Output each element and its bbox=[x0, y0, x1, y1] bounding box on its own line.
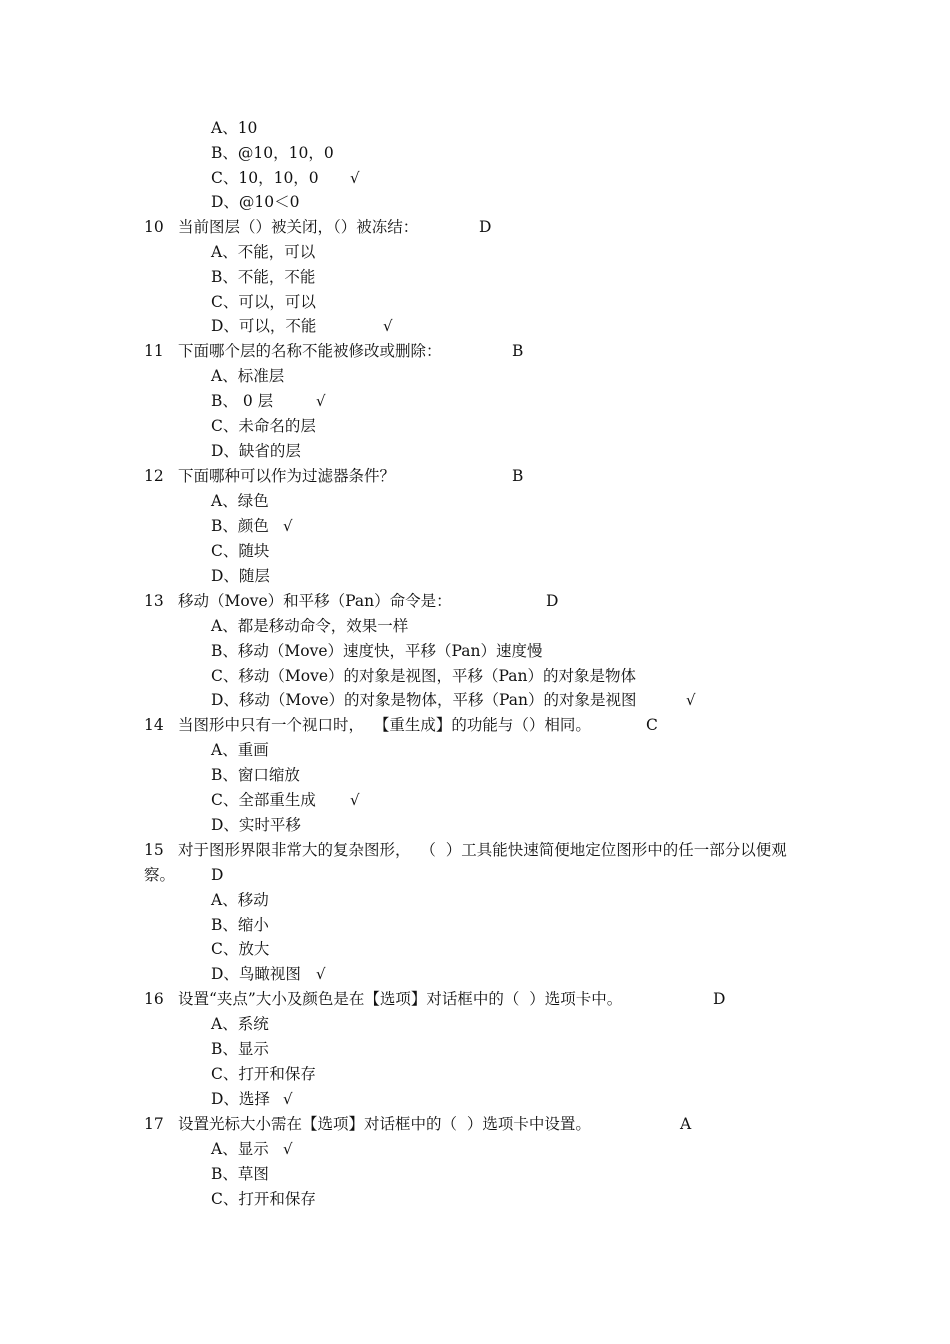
option-line: D、选择 bbox=[211, 1090, 270, 1108]
option-line: B、@10，10，0 bbox=[211, 144, 334, 162]
answer-letter: B bbox=[512, 467, 524, 485]
option-line: B、 0 层 bbox=[211, 392, 274, 410]
option-line: C、可以，可以 bbox=[211, 293, 316, 311]
option-line: A、不能，可以 bbox=[211, 243, 316, 261]
option-line: D、随层 bbox=[211, 567, 270, 585]
answer-letter: D bbox=[546, 592, 559, 610]
check-mark: √ bbox=[283, 1140, 293, 1158]
check-mark: √ bbox=[350, 169, 360, 187]
question-text: 设置光标大小需在【选项】对话框中的（ ）选项卡中设置。 bbox=[178, 1115, 591, 1133]
option-line: B、缩小 bbox=[211, 916, 269, 934]
question-number: 14 bbox=[144, 716, 164, 734]
answer-letter: D bbox=[479, 218, 492, 236]
question-number: 17 bbox=[144, 1115, 164, 1133]
option-line: C、未命名的层 bbox=[211, 417, 316, 435]
check-mark: √ bbox=[283, 517, 293, 535]
question-number: 11 bbox=[144, 342, 164, 360]
option-line: D、可以，不能 bbox=[211, 317, 317, 335]
option-line: B、窗口缩放 bbox=[211, 766, 300, 784]
option-line: B、显示 bbox=[211, 1040, 269, 1058]
question-number: 13 bbox=[144, 592, 164, 610]
question-text: 下面哪个层的名称不能被修改或删除： bbox=[178, 342, 442, 360]
question-text: 当前图层（）被关闭，（）被冻结： bbox=[178, 218, 419, 236]
answer-letter: B bbox=[512, 342, 524, 360]
check-mark: √ bbox=[283, 1090, 293, 1108]
question-text: 移动（Move）和平移（Pan）命令是： bbox=[178, 592, 452, 610]
option-line: C、移动（Move）的对象是视图，平移（Pan）的对象是物体 bbox=[211, 667, 636, 685]
option-line: D、实时平移 bbox=[211, 816, 301, 834]
option-line: B、草图 bbox=[211, 1165, 269, 1183]
option-line: C、全部重生成 bbox=[211, 791, 316, 809]
answer-letter: D bbox=[713, 990, 726, 1008]
option-line: A、标准层 bbox=[211, 367, 285, 385]
check-mark: √ bbox=[686, 691, 696, 709]
question-text: 当图形中只有一个视口时， 【重生成】的功能与（）相同。 bbox=[178, 716, 591, 734]
answer-letter: D bbox=[211, 866, 224, 884]
option-line: B、不能，不能 bbox=[211, 268, 316, 286]
option-line: D、@10＜0 bbox=[211, 193, 300, 211]
question-text: 下面哪种可以作为过滤器条件？ bbox=[178, 467, 396, 485]
option-line: C、放大 bbox=[211, 940, 270, 958]
question-number: 12 bbox=[144, 467, 164, 485]
answer-letter: C bbox=[646, 716, 658, 734]
option-line: D、鸟瞰视图 bbox=[211, 965, 301, 983]
option-line: B、移动（Move）速度快，平移（Pan）速度慢 bbox=[211, 642, 543, 660]
option-line: A、系统 bbox=[211, 1015, 269, 1033]
option-line: C、打开和保存 bbox=[211, 1065, 316, 1083]
option-line: C、打开和保存 bbox=[211, 1190, 316, 1208]
option-line: A、重画 bbox=[211, 741, 269, 759]
question-text: 设置“夹点”大小及颜色是在【选项】对话框中的（ ）选项卡中。 bbox=[178, 990, 623, 1008]
question-number: 16 bbox=[144, 990, 164, 1008]
question-number: 15 bbox=[144, 841, 164, 859]
question-text: 对于图形界限非常大的复杂图形， （ ）工具能快速简便地定位图形中的任一部分以便观 bbox=[178, 841, 787, 859]
check-mark: √ bbox=[383, 317, 393, 335]
option-line: A、显示 bbox=[211, 1140, 269, 1158]
question-number: 10 bbox=[144, 218, 164, 236]
option-line: A、10 bbox=[211, 119, 258, 137]
check-mark: √ bbox=[350, 791, 360, 809]
option-line: C、随块 bbox=[211, 542, 270, 560]
option-line: A、都是移动命令，效果一样 bbox=[211, 617, 409, 635]
option-line: D、缺省的层 bbox=[211, 442, 301, 460]
option-line: A、移动 bbox=[211, 891, 269, 909]
option-line: D、移动（Move）的对象是物体，平移（Pan）的对象是视图 bbox=[211, 691, 637, 709]
option-line: B、颜色 bbox=[211, 517, 269, 535]
check-mark: √ bbox=[316, 965, 326, 983]
check-mark: √ bbox=[316, 392, 326, 410]
answer-letter: A bbox=[680, 1115, 692, 1133]
option-line: C、10，10，0 bbox=[211, 169, 319, 187]
option-line: A、绿色 bbox=[211, 492, 269, 510]
question-text-continuation: 察。 bbox=[144, 866, 176, 884]
